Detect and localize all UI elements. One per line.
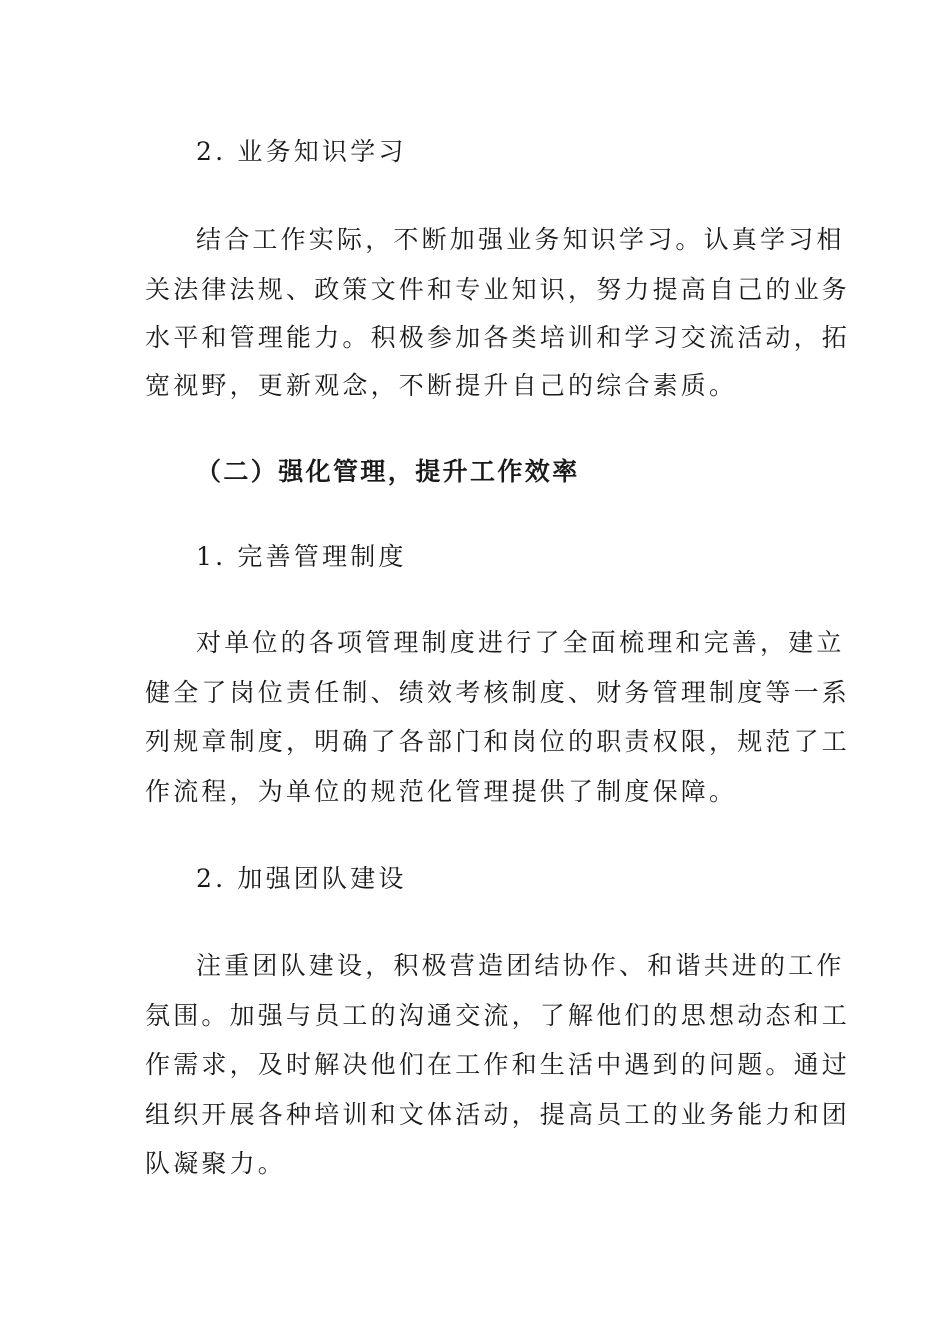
- paragraph-line: 组织开展各种培训和文体活动，提高员工的业务能力和团: [145, 1100, 851, 1129]
- paragraph-line: 健全了岗位责任制、绩效考核制度、财务管理制度等一系: [145, 678, 851, 707]
- paragraph-line: 对单位的各项管理制度进行了全面梳理和完善，建立: [196, 628, 845, 657]
- paragraph-line: 水平和管理能力。积极参加各类培训和学习交流活动，拓: [145, 323, 851, 352]
- paragraph-line: 氛围。加强与员工的沟通交流，了解他们的思想动态和工: [145, 1001, 851, 1030]
- paragraph-line: 关法律法规、政策文件和专业知识，努力提高自己的业务: [145, 275, 851, 304]
- subheading-management-system: 1. 完善管理制度: [196, 542, 407, 571]
- subheading-team-building: 2. 加强团队建设: [196, 864, 407, 893]
- paragraph-line: 队凝聚力。: [145, 1149, 287, 1178]
- paragraph-line: 作需求，及时解决他们在工作和生活中遇到的问题。通过: [145, 1050, 851, 1079]
- paragraph-line: 作流程，为单位的规范化管理提供了制度保障。: [145, 777, 738, 806]
- paragraph-line: 列规章制度，明确了各部门和岗位的职责权限，规范了工: [145, 727, 851, 756]
- paragraph-line: 结合工作实际，不断加强业务知识学习。认真学习相: [196, 225, 845, 254]
- paragraph-line: 宽视野，更新观念，不断提升自己的综合素质。: [145, 371, 738, 400]
- section-heading: （二）强化管理，提升工作效率: [196, 457, 580, 486]
- paragraph-line: 注重团队建设，积极营造团结协作、和谐共进的工作: [196, 951, 845, 980]
- subheading-business-knowledge: 2. 业务知识学习: [196, 137, 407, 166]
